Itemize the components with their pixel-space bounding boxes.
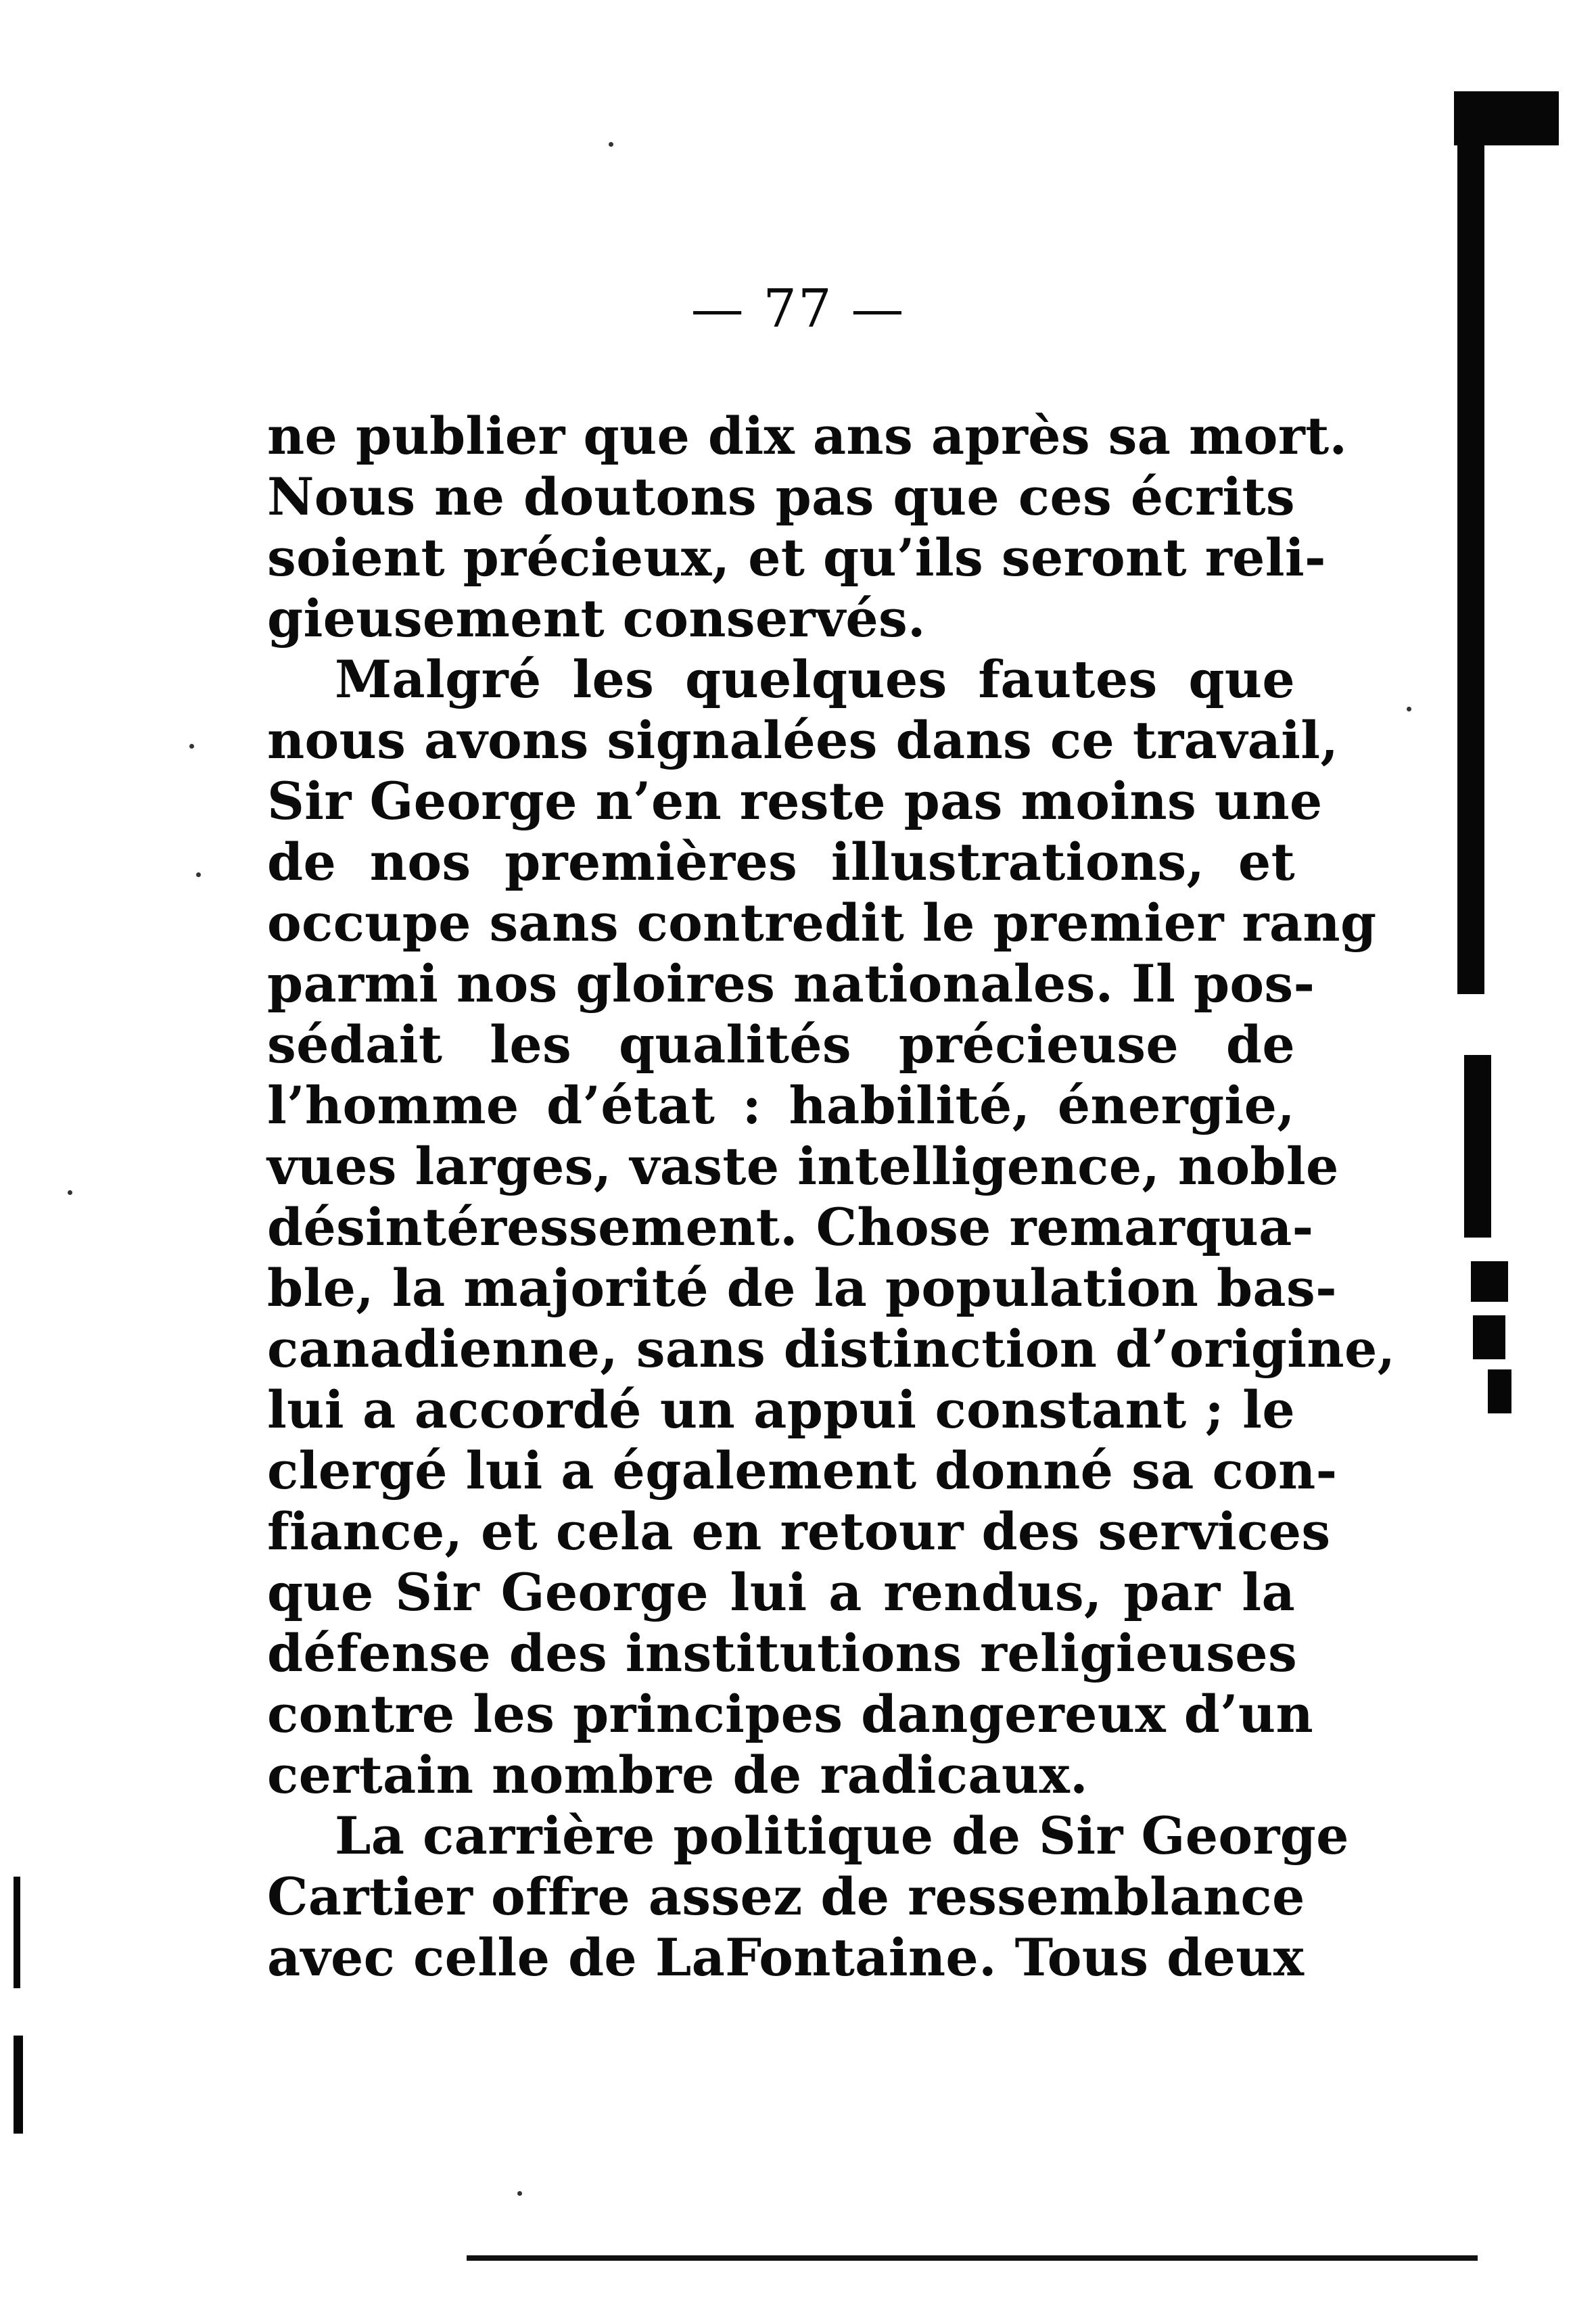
speck xyxy=(68,1190,72,1195)
text-line: lui a accordé un appui constant ; le xyxy=(267,1380,1295,1440)
speck xyxy=(196,872,201,877)
margin-mark-2 xyxy=(14,2036,23,2134)
body-text xyxy=(267,406,1396,1988)
text-line: occupe sans contredit le premier rang xyxy=(267,893,1377,953)
text-line: gieusement conservés. xyxy=(267,588,926,649)
text-line: clergé lui a également donné sa con- xyxy=(267,1440,1338,1501)
text-line: sédait les qualités précieuse de xyxy=(267,1014,1295,1075)
text-line: l’homme d’état : habilité, énergie, xyxy=(267,1075,1295,1135)
binding-edge-block-1 xyxy=(1471,1261,1508,1302)
text-line: ble, la majorité de la population bas- xyxy=(267,1258,1337,1318)
margin-mark-1 xyxy=(14,1877,20,1988)
text-line: avec celle de LaFontaine. Tous deux xyxy=(267,1927,1305,1988)
speck xyxy=(189,744,194,749)
text-line: que Sir George lui a rendus, par la xyxy=(267,1562,1295,1622)
page-number: — 77 — xyxy=(690,279,906,339)
speck xyxy=(517,2191,522,2196)
text-line: parmi nos gloires nationales. Il pos- xyxy=(267,954,1315,1014)
text-line: soient précieux, et qu’ils seront reli- xyxy=(267,527,1326,588)
text-line: ne publier que dix ans après sa mort. xyxy=(267,406,1348,466)
text-line: Malgré les quelques fautes que xyxy=(335,649,1295,709)
text-line: vues larges, vaste intelligence, noble xyxy=(267,1136,1339,1196)
text-line: fiance, et cela en retour des services xyxy=(267,1501,1331,1561)
text-line: La carrière politique de Sir George xyxy=(335,1806,1349,1866)
speck xyxy=(609,142,613,147)
binding-edge-block-2 xyxy=(1473,1315,1505,1359)
text-line: défense des institutions religieuses xyxy=(267,1623,1298,1683)
text-line: canadienne, sans distinction d’origine, xyxy=(267,1319,1396,1379)
text-line: certain nombre de radicaux. xyxy=(267,1745,1088,1805)
text-line: nous avons signalées dans ce travail, xyxy=(267,710,1339,770)
text-line: Sir George n’en reste pas moins une xyxy=(267,771,1323,831)
binding-edge-block-3 xyxy=(1488,1369,1511,1413)
text-line: Cartier offre assez de ressemblance xyxy=(267,1866,1305,1927)
text-line: Nous ne doutons pas que ces écrits xyxy=(267,467,1295,527)
binding-edge-upper xyxy=(1457,135,1484,994)
text-line: désintéressement. Chose remarqua- xyxy=(267,1197,1314,1257)
speck xyxy=(1407,707,1411,711)
binding-edge-mid xyxy=(1464,1055,1491,1238)
text-line: de nos premières illustrations, et xyxy=(267,832,1295,892)
bottom-rule xyxy=(467,2255,1478,2261)
text-line: contre les principes dangereux d’un xyxy=(267,1684,1314,1744)
